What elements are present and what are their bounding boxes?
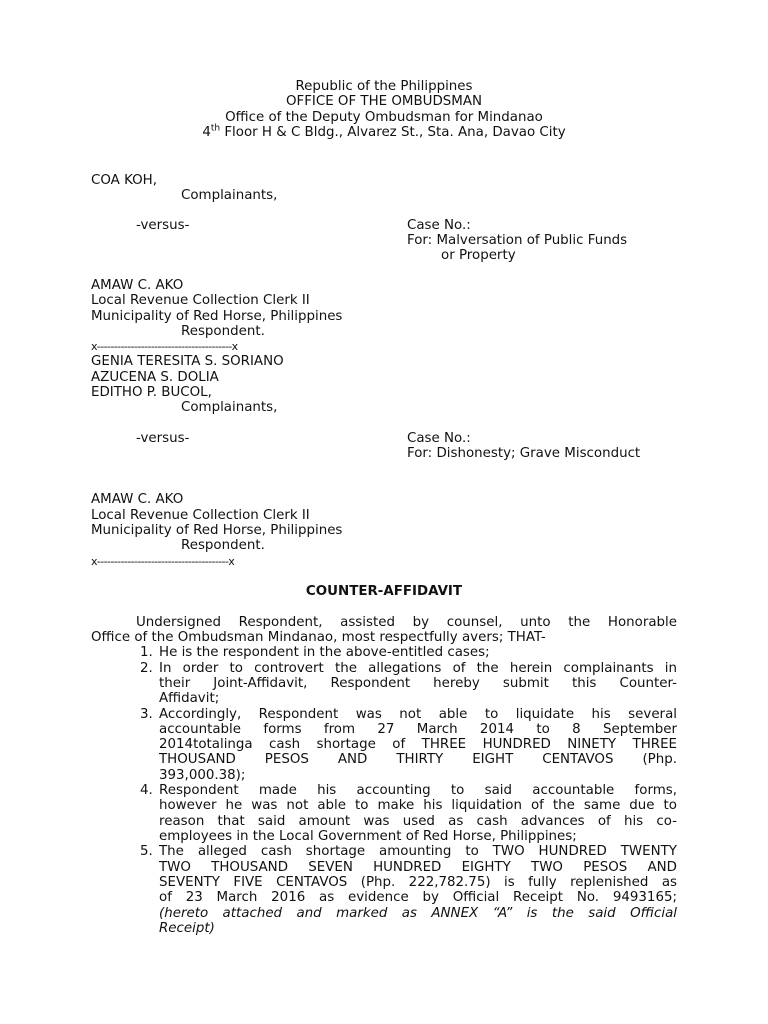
item-2-number: 2. <box>140 661 153 676</box>
item-5-line-2: TWO THOUSAND SEVEN HUNDRED EIGHTY TWO PESOS AND <box>159 860 677 875</box>
item-1-line-1: He is the respondent in the above-entitled cases; <box>159 645 490 660</box>
case2-case-no: Case No.: <box>407 431 471 446</box>
document-title: COUNTER-AFFIDAVIT <box>305 584 463 599</box>
case2-respondent-name: AMAW C. AKO <box>91 492 184 507</box>
case1-complainant: COA KOH, <box>91 173 157 188</box>
case1-respondent-title: Local Revenue Collection Clerk II <box>91 293 310 308</box>
case2-complainant-2: AZUCENA S. DOLIA <box>91 370 219 385</box>
case2-respondent-title: Local Revenue Collection Clerk II <box>91 508 310 523</box>
item-4-line-1: Respondent made his accounting to said accountable forms, <box>159 783 677 798</box>
item-4-number: 4. <box>140 783 153 798</box>
case2-complainant-3: EDITHO P. BUCOL, <box>91 385 212 400</box>
item-3-line-3: 2014totalinga cash shortage of THREE HUNDRED NINETY THREE <box>159 737 677 752</box>
item-2-line-2: their Joint-Affidavit, Respondent hereby submit this Counter- <box>159 676 677 691</box>
case2-complainant-role: Complainants, <box>181 400 278 415</box>
item-1-number: 1. <box>140 645 153 660</box>
case2-separator: x---------------------------------------x <box>91 555 235 568</box>
item-4-line-2: however he was not able to make his liquidation of the same due to <box>159 798 677 813</box>
item-3-line-1: Accordingly, Respondent was not able to liquidate his several <box>159 707 677 722</box>
item-5-annex-note-2: Receipt) <box>159 921 215 936</box>
case1-separator: x----------------------------------------x <box>91 340 238 353</box>
case1-charge-line1: For: Malversation of Public Funds <box>407 233 628 248</box>
header-republic: Republic of the Philippines <box>295 79 473 94</box>
item-3-line-5: 393,000.38); <box>159 768 246 783</box>
case2-complainant-1: GENIA TERESITA S. SORIANO <box>91 354 284 369</box>
header-address-floor: 4 <box>202 125 211 140</box>
case2-versus: -versus- <box>136 431 190 446</box>
item-5-line-3: SEVENTY FIVE CENTAVOS (Php. 222,782.75) is fully replenished as <box>159 875 677 890</box>
case1-versus: -versus- <box>136 218 190 233</box>
item-3-line-4: THOUSAND PESOS AND THIRTY EIGHT CENTAVOS (Php. <box>159 752 677 767</box>
case1-case-no: Case No.: <box>407 218 471 233</box>
header-address-suffix: th <box>210 123 221 134</box>
item-5-line-1: The alleged cash shortage amounting to TWO HUNDRED TWENTY <box>159 844 677 859</box>
case1-respondent-place: Municipality of Red Horse, Philippines <box>91 309 343 324</box>
item-3-number: 3. <box>140 707 153 722</box>
item-4-line-3: reason that said amount was used as cash advances of his co- <box>159 814 677 829</box>
header-office: OFFICE OF THE OMBUDSMAN <box>285 94 483 109</box>
item-5-annex-note-1: (hereto attached and marked as ANNEX “A” is the said Official <box>159 906 677 921</box>
item-5-line-4: of 23 March 2016 as evidence by Official Receipt No. 9493165; <box>159 890 677 905</box>
item-3-line-2: accountable forms from 27 March 2014 to 8 September <box>159 722 677 737</box>
intro-line-2: Office of the Ombudsman Mindanao, most respectfully avers; THAT- <box>91 630 546 645</box>
intro-line-1: Undersigned Respondent, assisted by counsel, unto the Honorable <box>136 615 677 630</box>
header-address-rest: Floor H & C Bldg., Alvarez St., Sta. Ana, Davao City <box>220 125 566 140</box>
item-5-number: 5. <box>140 844 153 859</box>
item-2-line-1: In order to controvert the allegations of the herein complainants in <box>159 661 677 676</box>
case2-charge-line1: For: Dishonesty; Grave Misconduct <box>407 446 641 461</box>
case1-complainant-role: Complainants, <box>181 188 278 203</box>
case2-respondent-place: Municipality of Red Horse, Philippines <box>91 523 343 538</box>
item-4-line-4: employees in the Local Government of Red Horse, Philippines; <box>159 829 577 844</box>
header-deputy-office: Office of the Deputy Ombudsman for Mindanao <box>225 110 543 125</box>
item-2-line-3: Affidavit; <box>159 691 220 706</box>
case2-respondent-role: Respondent. <box>181 538 265 553</box>
case1-respondent-name: AMAW C. AKO <box>91 278 184 293</box>
header-address <box>0 125 768 140</box>
case1-respondent-role: Respondent. <box>181 324 265 339</box>
case1-charge-line2: or Property <box>441 248 516 263</box>
